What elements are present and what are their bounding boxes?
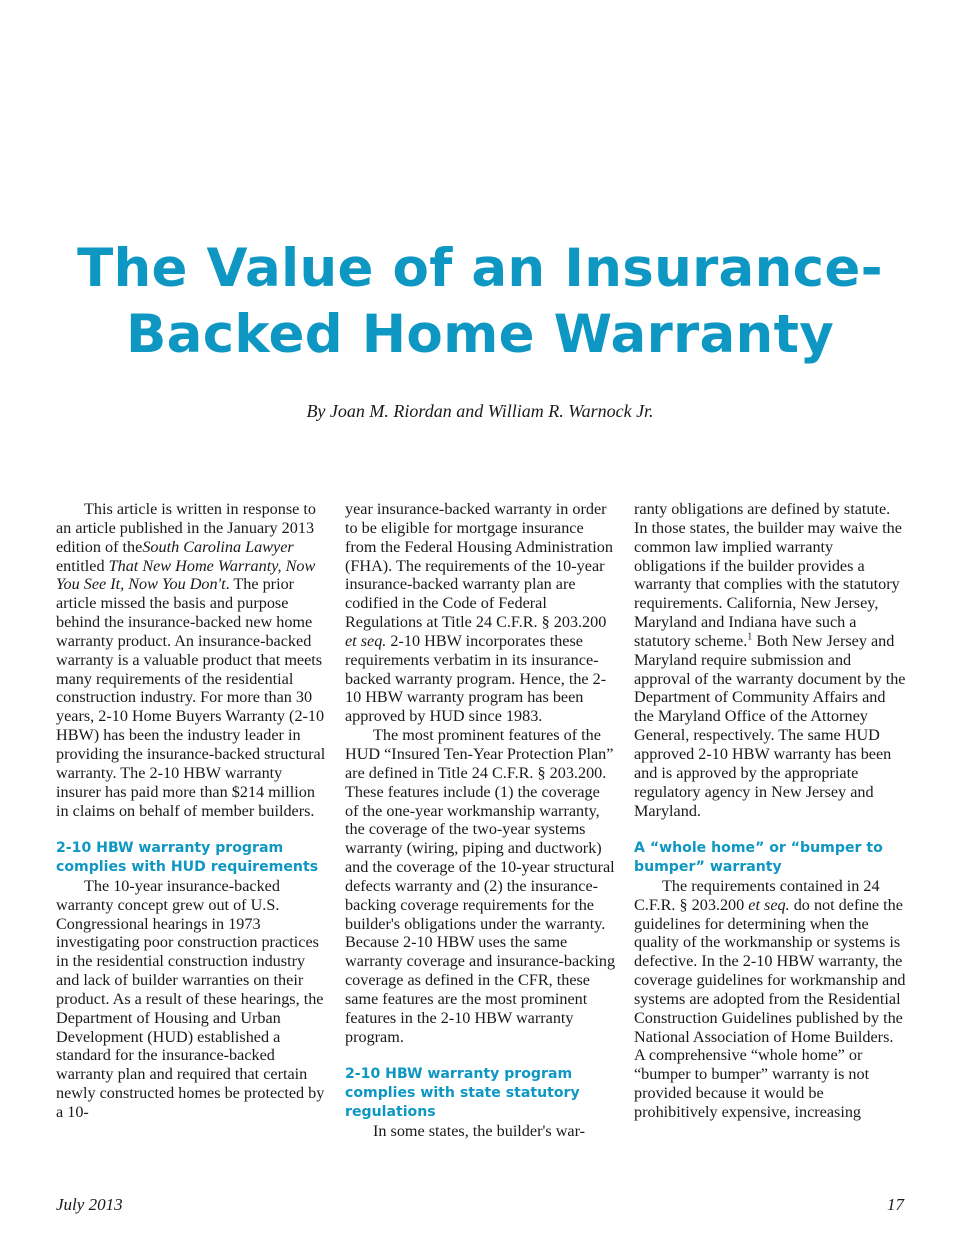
byline: By Joan M. Riordan and William R. Warnock Jr. [306,401,654,421]
col3-paragraph-2: The requirements contained in 24 C.F.R. § 203.200 et seq. do not define the guidelines for determining when the quality of the workmanship or systems is defective. In the 2-10 HBW warranty, the coverage guidelines for workmanship and systems are adopted from the Residential Construction Guidelines published by the National Association of Home Builders. A comprehensive “whole home” or “bumper to bumper” warranty is not provided because it would be prohibitively expensive, increasing [634,876,906,1121]
col2-paragraph-1: year insurance-backed warranty in order to be eligible for mortgage insurance from the Federal Housing Administration (FHA). The requirements of the 10-year insurance-backed warranty plan are codified in the Code of Federal Regulations at Title 24 C.F.R. § 203.200 et seq. 2-10 HBW incorporates these requirements verbatim in its insurance-backed warranty program. Hence, the 2-10 HBW warranty program has been approved by HUD since 1983. [345,500,613,726]
italic-title: South Carolina Lawyer [142,537,294,556]
title-line-1: The Value of an Insurance- [77,238,883,299]
column-1 [56,500,328,1122]
footnote-marker: 1 [747,631,753,643]
title-line-2: Backed Home Warranty [125,304,835,365]
italic-title: et seq. [345,631,387,650]
column-2 [345,500,616,1141]
page-number: 17 [887,1195,904,1214]
col1-paragraph-1: This article is written in response to an article published in the January 2013 edition of theSouth Carolina Lawyer entitled That New Home Warranty, Now You See It, Now You Don't. The prior article missed the basis and purpose behind the insurance-backed new home warranty product. An insurance-backed warranty is a valuable product that meets many requirements of the residential construction industry. For more than 30 years, 2-10 Home Buyers Warranty (2-10 HBW) has been the industry leader in providing the insurance-backed structural warranty. The 2-10 HBW warranty insurer has paid more than $214 million in claims on behalf of member builders. [56,500,326,820]
italic-title: et seq. [748,895,790,914]
italic-title: That New Home Warranty, Now You See It, Now You Don't [56,556,316,594]
spacer [56,820,328,839]
col3-section-heading: A “whole home” or “bumper to bumper” warranty [634,840,883,876]
article-title [40,236,920,368]
col1-section-heading: 2-10 HBW warranty program complies with HUD requirements [56,840,319,876]
spacer [634,820,906,839]
spacer [345,1046,616,1065]
col3-paragraph-1: ranty obligations are defined by statute. In those states, the builder may waive the common law implied warranty obligations if the builder provides a warranty that complies with the statutory requirements. California, New Jersey, Maryland and Indiana have such a statutory scheme.$^1$ Both New Jersey and Maryland require submission and approval of the warranty document by the Department of Community Affairs and the Maryland Office of the Attorney General, respectively. The same HUD approved 2-10 HBW warranty has been and is approved by the appropriate regulatory agency in New Jersey and Maryland. [634,500,906,820]
col2-paragraph-2: The most prominent features of the HUD “Insured Ten-Year Protection Plan” are defined in Title 24 C.F.R. § 203.200. These features include (1) the coverage of the one-year workmanship warranty, the coverage of the two-year systems warranty (wiring, piping and ductwork) and the coverage of the 10-year structural defects warranty and (2) the insurance-backing coverage requirements for the builder's obligations under the warranty. Because 2-10 HBW uses the same warranty coverage and insurance-backing coverage as defined in the CFR, these same features are the most prominent features in the 2-10 HBW warranty program. [345,726,616,1046]
col2-paragraph-3: In some states, the builder's war- [373,1121,586,1140]
col1-paragraph-2: The 10-year insurance-backed warranty concept grew out of U.S. Congressional hearings in 1973 investigating poor construction practices in the residential construction industry and lack of builder warranties on their product. As a result of these hearings, the Department of Housing and Urban Development (HUD) established a standard for the insurance-backed warranty plan and required that certain newly constructed homes be protected by a 10- [56,876,325,1121]
col2-section-heading: 2-10 HBW warranty program complies with state statutory regulations [345,1066,580,1120]
column-3 [634,500,906,1122]
issue-date: July 2013 [56,1195,123,1214]
